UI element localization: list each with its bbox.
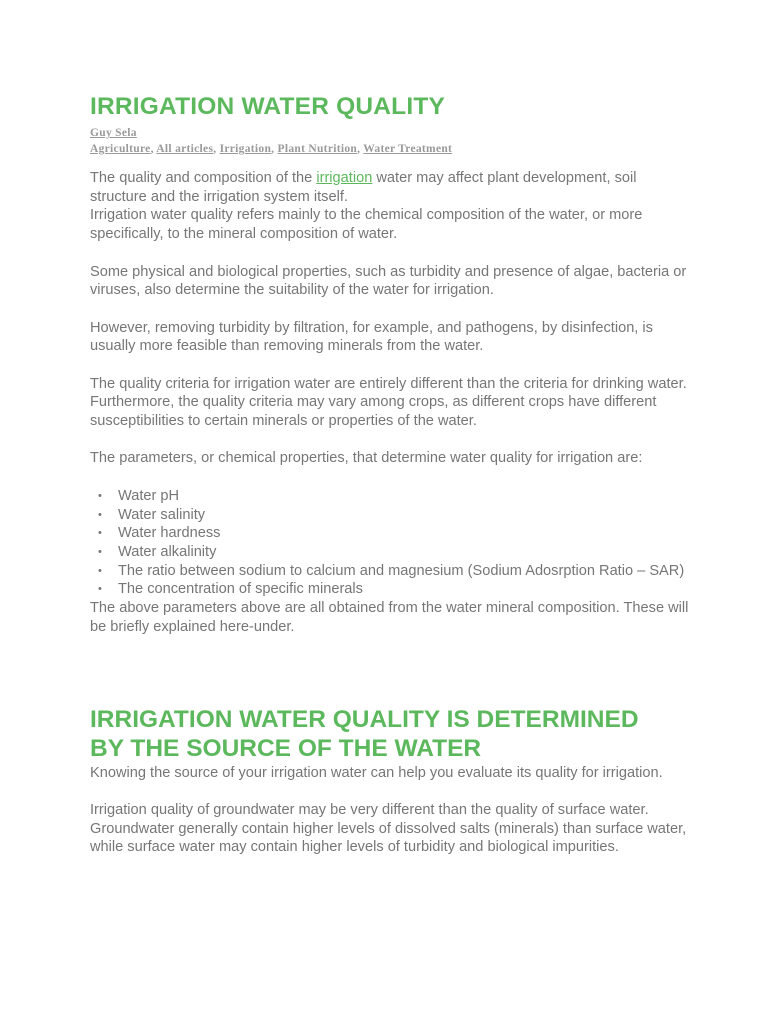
category-link-irrigation[interactable]: Irrigation: [219, 143, 272, 155]
section-water-source: [90, 705, 690, 858]
category-list: [90, 141, 690, 157]
list-item: • Water alkalinity: [118, 543, 690, 562]
list-item: • The concentration of specific minerals: [118, 580, 690, 599]
category-link-all-articles[interactable]: All articles: [156, 143, 214, 155]
category-separator: ,: [271, 143, 278, 155]
paragraph-intro: [90, 169, 690, 206]
category-link-agriculture[interactable]: Agriculture: [90, 143, 151, 155]
paragraph-parameters-summary: The above parameters above are all obtained from the water mineral composition. These will be briefly explained here-under.: [90, 600, 689, 635]
list-item: • Water salinity: [118, 506, 690, 525]
list-item: • Water pH: [118, 487, 690, 506]
list-item: • Water hardness: [118, 524, 690, 543]
paragraph-parameters-intro: The parameters, or chemical properties, that determine water quality for irrigation are:: [90, 450, 643, 467]
category-link-plant-nutrition[interactable]: Plant Nutrition: [277, 143, 358, 155]
category-link-water-treatment[interactable]: Water Treatment: [363, 143, 453, 155]
author-link[interactable]: Guy Sela: [90, 127, 137, 139]
section-heading: IRRIGATION WATER QUALITY IS DETERMINED BY THE SOURCE OF THE WATER: [90, 705, 639, 762]
article-title: IRRIGATION WATER QUALITY: [90, 93, 446, 120]
irrigation-link[interactable]: irrigation: [316, 170, 373, 186]
parameters-list: [90, 487, 690, 599]
document-page: [90, 92, 690, 857]
paragraph-definition: Irrigation water quality refers mainly to the chemical composition of the water, or more specifically, to the mineral composition of water.: [90, 207, 643, 243]
paragraph-quality-criteria: The quality criteria for irrigation water are entirely different than the criteria for drinking water. Furthermore, the quality criteria may vary among crops, as different crops have different susceptibilities to certain minerals or properties of the water.: [90, 375, 687, 430]
paragraph-intro-text-start: The quality and composition of the: [90, 170, 317, 186]
paragraph-intro-text-end: water may affect plant development, soil structure and the irrigation system itself.: [90, 170, 637, 205]
paragraph-removing-turbidity: However, removing turbidity by filtration, for example, and pathogens, by disinfection, is usually more feasible than removing minerals from the water.: [90, 319, 653, 355]
author-line: [90, 125, 690, 141]
category-separator: ,: [357, 143, 364, 155]
list-item: • The ratio between sodium to calcium and magnesium (Sodium Adosrption Ratio – SAR): [118, 562, 690, 581]
paragraph-groundwater: Irrigation quality of groundwater may be very different than the quality of surface water. Groundwater generally contain higher levels of dissolved salts (minerals) than surface water, while surface water may contain higher levels of turbidity and biological impurities.: [90, 801, 687, 856]
category-separator: ,: [150, 143, 157, 155]
category-separator: ,: [213, 143, 220, 155]
paragraph-physical-properties: Some physical and biological properties, such as turbidity and presence of algae, bacteria or viruses, also determine the suitability of the water for irrigation.: [90, 263, 687, 299]
paragraph-knowing-source: Knowing the source of your irrigation water can help you evaluate its quality for irrigation.: [90, 764, 663, 781]
